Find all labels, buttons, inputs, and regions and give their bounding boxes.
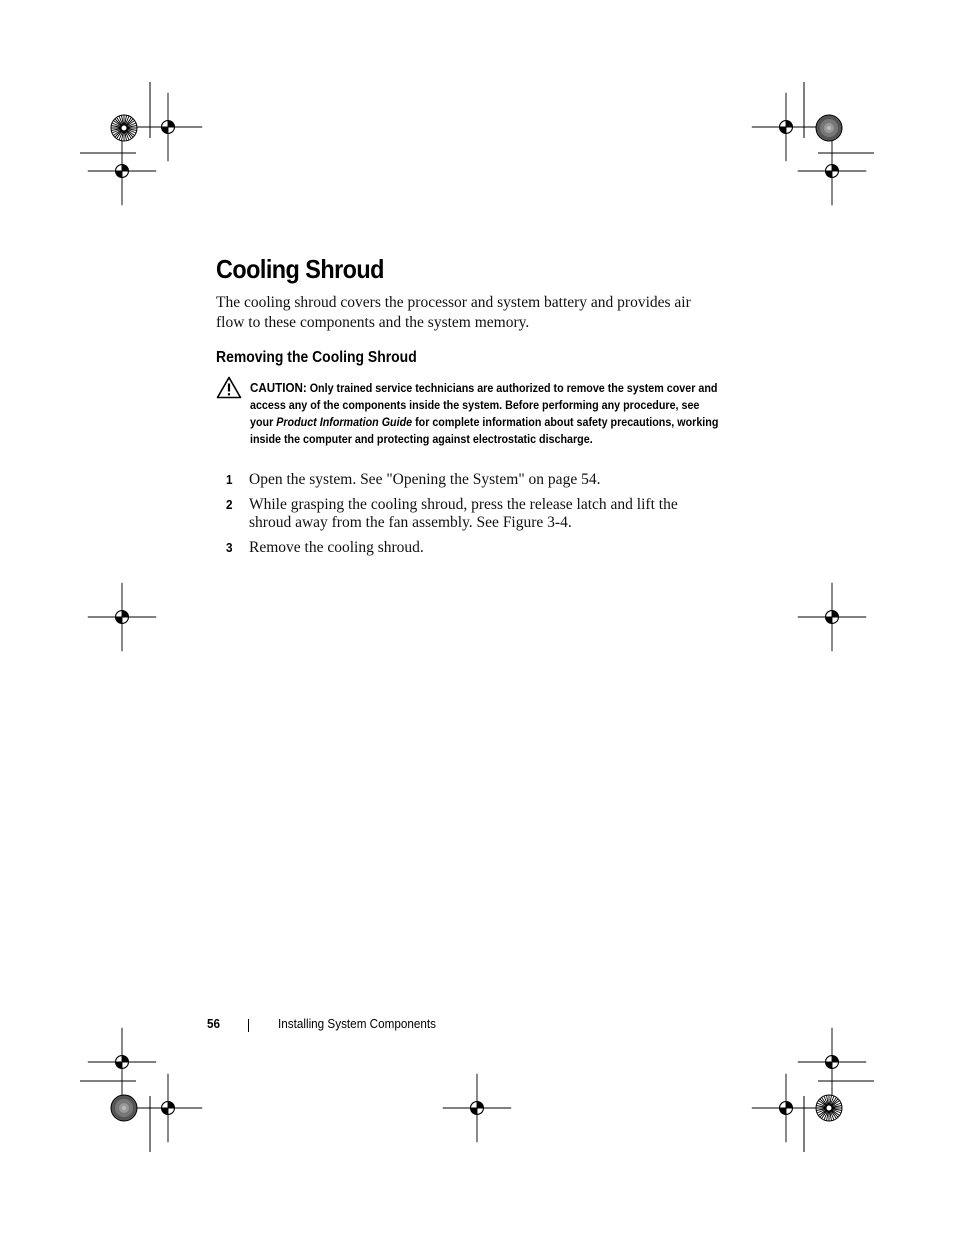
caution-text [250, 379, 725, 448]
document-reference: Product Information Guide [276, 415, 413, 429]
footer-divider [248, 1019, 249, 1032]
step-number: 1 [226, 472, 233, 487]
page-number: 56 [207, 1016, 221, 1031]
caution-body-end: for complete information about safety precautions, working inside the computer and protecting against electrostatic discharge. [250, 415, 719, 446]
procedure-steps [226, 471, 706, 563]
step-number: 2 [226, 496, 233, 512]
step-text: Remove the cooling shroud. [249, 538, 424, 556]
caution-label: CAUTION: [250, 380, 307, 395]
step-text: Open the system. See "Opening the System" on page 54. [249, 471, 601, 488]
step-text: While grasping the cooling shroud, press the release latch and lift the shroud away from the fan assembly. See Figure 3-4. [249, 495, 678, 531]
page-footer [0, 1016, 954, 1036]
intro-paragraph: The cooling shroud covers the processor and system battery and provides air flow to these components and the system memory. [216, 294, 691, 331]
list-item [226, 471, 706, 490]
warning-triangle-icon [216, 376, 242, 399]
page-title: Cooling Shroud [216, 254, 384, 284]
caution-notice [216, 376, 736, 466]
list-item [226, 496, 706, 533]
registration-target-icon [88, 93, 866, 1142]
step-number: 3 [226, 539, 233, 555]
list-item [226, 539, 706, 558]
caution-body-start: Only trained service technicians are authorized to remove the system cover and access any of the components inside the system. Before performing any procedure, see your [250, 381, 718, 429]
section-heading: Removing the Cooling Shroud [216, 349, 417, 366]
footer-section-title: Installing System Components [278, 1016, 437, 1031]
